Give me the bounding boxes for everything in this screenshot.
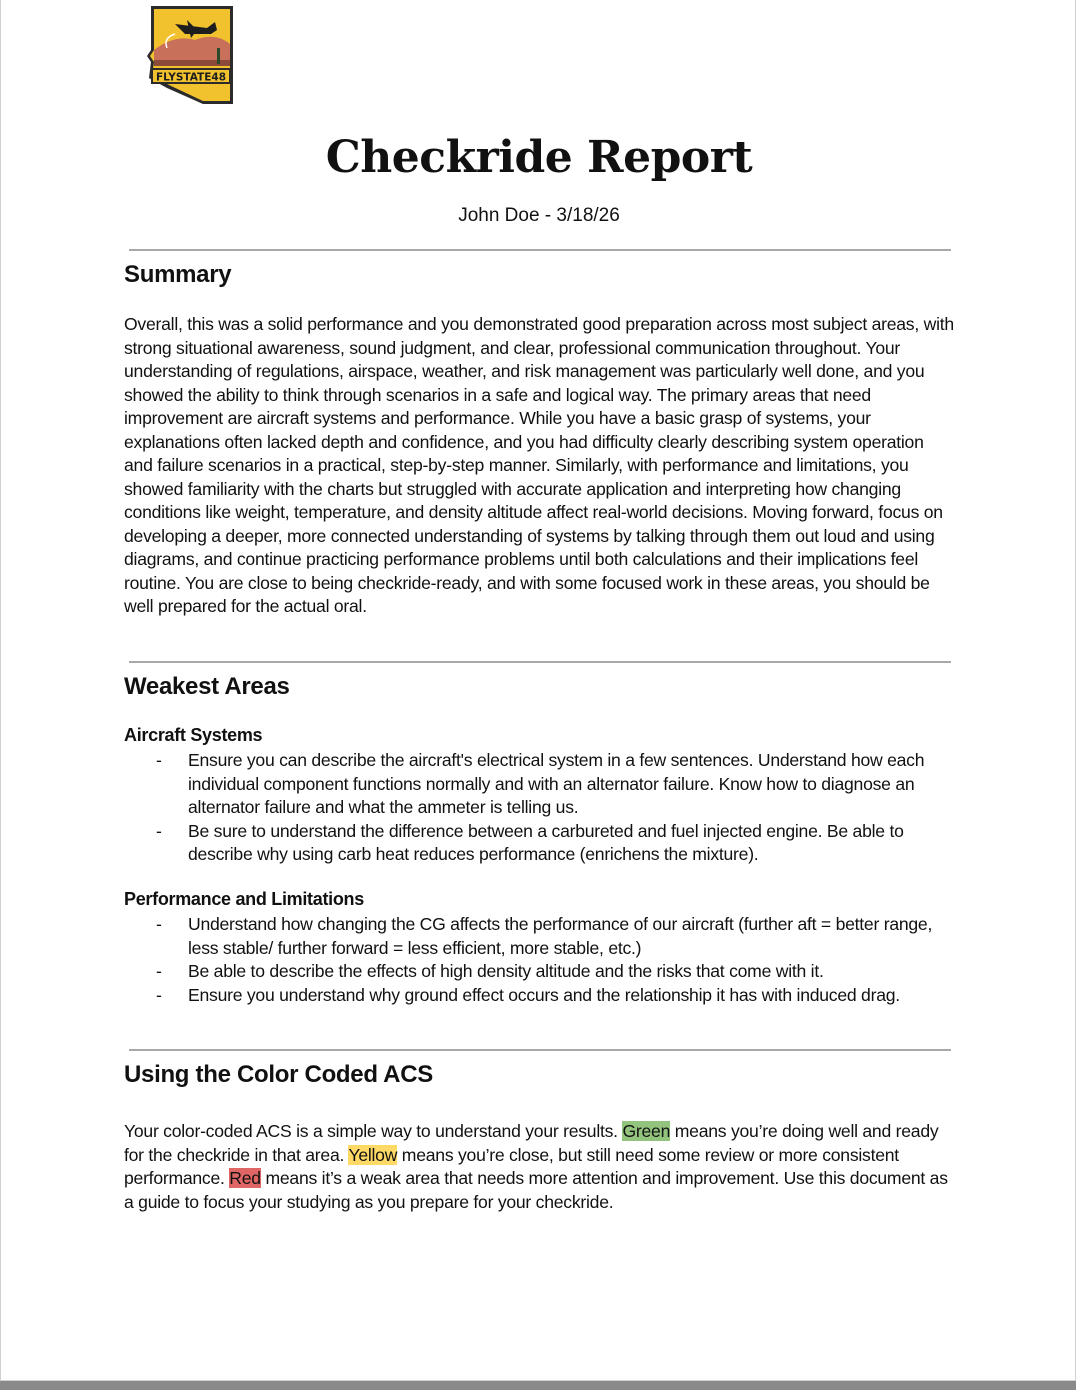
- flystate48-logo: [145, 4, 237, 108]
- green-highlight: Green: [622, 1121, 671, 1141]
- divider: [129, 1049, 951, 1051]
- acs-text: [124, 1120, 956, 1214]
- weakest-areas-heading: Weakest Areas: [124, 673, 290, 700]
- yellow-highlight: Yellow: [348, 1144, 398, 1165]
- performance-limitations-list: [124, 913, 954, 1007]
- acs-text-part: means it’s a weak area that needs more attention and improvement. Use this document as a guide to focus your studying as you prepare for your checkride.: [124, 1168, 948, 1212]
- page-title: Checkride Report: [325, 132, 753, 183]
- acs-text-part: means you’re close, but still need some review or more consistent performance.: [124, 1144, 899, 1188]
- divider: [129, 249, 951, 251]
- acs-text-part: Your color-coded ACS is a simple way to understand your results.: [124, 1121, 623, 1141]
- list-item: - Ensure you can describe the aircraft's electrical system in a few sentences. Understand how each individual component functions normally and with an alternator failure. Know how to diagnose an alternator failure and what the ammeter is telling us.: [124, 749, 954, 820]
- acs-text-part: means you’re doing well and ready for the checkride in that area.: [124, 1121, 939, 1165]
- aircraft-systems-list: [124, 749, 954, 867]
- student-name-date: John Doe - 3/18/26: [458, 205, 620, 226]
- list-item: - Be sure to understand the difference between a carbureted and fuel injected engine. Be able to describe why using carb heat reduces performance (enrichens the mixture).: [124, 820, 954, 867]
- summary-heading: Summary: [124, 261, 232, 288]
- summary-text: Overall, this was a solid performance and you demonstrated good preparation across most subject areas, with strong situational awareness, sound judgment, and clear, professional communication throughout. Your understanding of regulations, airspace, weather, and risk management was particularly well done, and you showed the ability to think through scenarios in a safe and logical way. The primary areas that need improvement are aircraft systems and performance. While you have a basic grasp of systems, your explanations often lacked depth and confidence, and you had difficulty clearly describing system operation and failure scenarios in a practical, step-by-step manner. Similarly, with performance and limitations, you showed familiarity with the charts but struggled with accurate application and interpreting how changing conditions like weight, temperature, and density altitude affect real-world decisions. Moving forward, focus on developing a deeper, more connected understanding of systems by talking through them out loud and using diagrams, and continue practicing performance problems until both calculations and their implications feel routine. You are close to being checkride-ready, and with some focused work in these areas, you should be well prepared for the actual oral.: [124, 314, 954, 616]
- performance-limitations-heading: Performance and Limitations: [124, 889, 364, 909]
- aircraft-systems-heading: Aircraft Systems: [124, 725, 263, 745]
- red-highlight: Red: [229, 1168, 261, 1188]
- viewer-bottom-bar: [0, 1381, 1076, 1390]
- list-item: - Be able to describe the effects of high density altitude and the risks that come with it.: [124, 960, 954, 984]
- list-item: - Understand how changing the CG affects the performance of our aircraft (further aft = better range, less stable/ further forward = less efficient, more stable, etc.): [124, 913, 954, 960]
- svg-text:FLYSTATE48: FLYSTATE48: [156, 71, 226, 84]
- acs-heading: Using the Color Coded ACS: [124, 1061, 433, 1088]
- list-item: - Ensure you understand why ground effect occurs and the relationship it has with induced drag.: [124, 984, 954, 1008]
- divider: [129, 661, 951, 663]
